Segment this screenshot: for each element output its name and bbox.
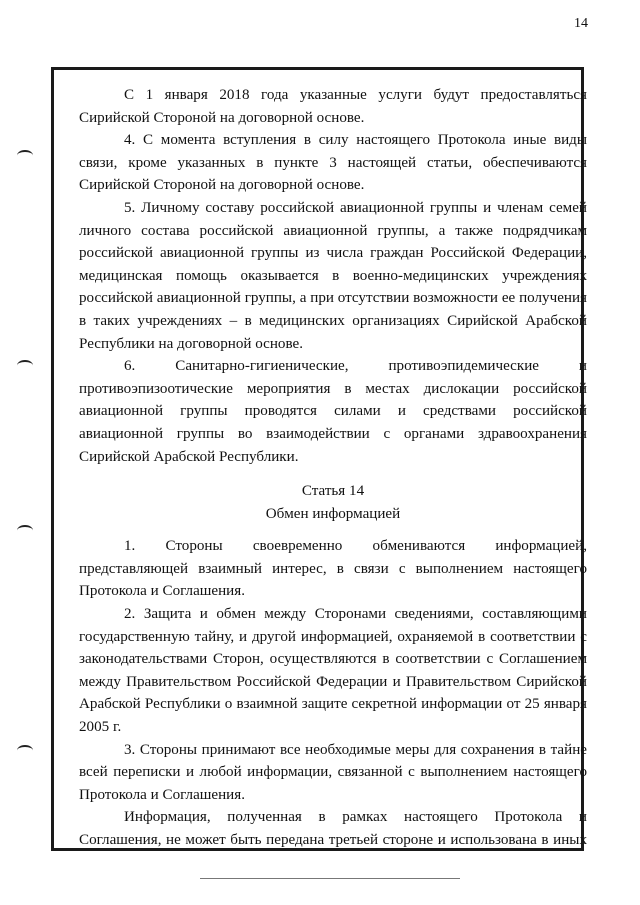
- paragraph-5: 5. Личному составу российской авиационной группы и членам семей личного состава российской авиационной группы, а также подрядчикам российской авиационной группы из числа граждан Российской Федерации, медицинская помощь оказывается в военно-медицинских учреждениях российской авиационной группы, а при отсутствии возможности ее получения в таких учреждениях – в медицинских организациях Сирийской Арабской Республики на договорной основе.: [79, 199, 587, 352]
- article-item-3: 3. Стороны принимают все необходимые меры для сохранения в тайне всей переписки и любой информации, связанной с выполнением настоящего Протокола и Соглашения.: [79, 741, 587, 803]
- article-title: Обмен информацией: [265, 505, 401, 522]
- paragraph-services: С 1 января 2018 года указанные услуги будут предоставляться Сирийской Стороной на договорной основе.: [79, 87, 587, 126]
- document-body: [79, 84, 587, 852]
- margin-mark: [17, 525, 33, 536]
- margin-mark: [17, 745, 33, 756]
- article-item-4: Информация, полученная в рамках настоящего Протокола и Соглашения, не может быть передана третьей стороне и использована в иных: [79, 809, 587, 848]
- article-item-2: 2. Защита и обмен между Сторонами сведениями, составляющими государственную тайну, и другой информацией, охраняемой в соответствии с законодательствами Сторон, осуществляются в соответствии с Соглашением между Правительством Российской Федерации и Правительством Сирийской Арабской Республики о взаимной защите секретной информации от 25 января 2005 г.: [79, 606, 587, 736]
- margin-mark: [17, 360, 33, 371]
- page-number: 14: [574, 16, 588, 31]
- article-item-1: 1. Стороны своевременно обмениваются информацией, представляющей взаимный интерес, в связи с выполнением настоящего Протокола и Соглашения.: [79, 538, 587, 600]
- paragraph-6: 6. Санитарно-гигиенические, противоэпидемические и противоэпизоотические мероприятия в местах дислокации российской авиационной группы проводятся силами и средствами российской авиационной группы во взаимодействии с органами здравоохранения Сирийской Арабской Республики.: [79, 358, 587, 465]
- article-number: Статья 14: [301, 483, 365, 500]
- paragraph-4: 4. С момента вступления в силу настоящего Протокола иные виды связи, кроме указанных в пункте 3 настоящей статьи, обеспечиваются Сирийской Стороной на договорной основе.: [79, 132, 587, 194]
- bottom-scan-line: [200, 878, 460, 879]
- margin-mark: [17, 150, 33, 161]
